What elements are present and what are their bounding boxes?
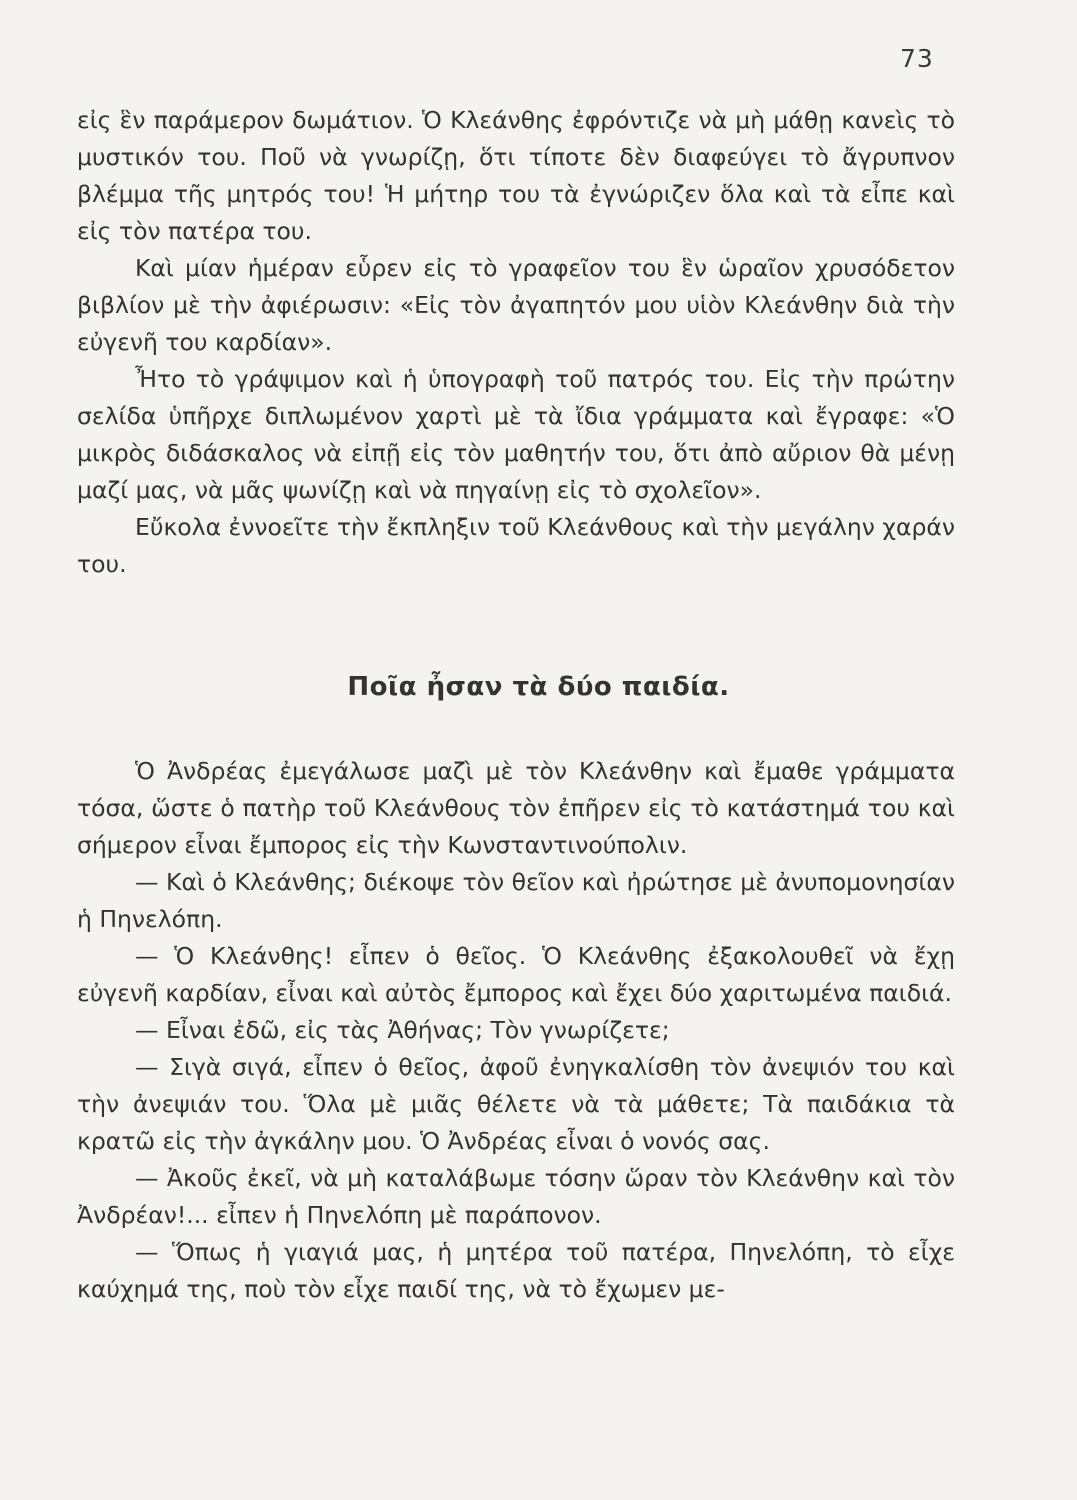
- page-number: 73: [900, 44, 934, 73]
- paragraph: — Ὁ Κλεάνθης! εἶπεν ὁ θεῖος. Ὁ Κλεάνθης ἐξακολουθεῖ νὰ ἔχῃ εὐγενῆ καρδίαν, εἶναι καὶ αὐτὸς ἔμπορος καὶ ἔχει δύο χαριτωμένα παιδιά.: [77, 942, 955, 1007]
- paragraph: — Σιγὰ σιγά, εἶπεν ὁ θεῖος, ἀφοῦ ἐνηγκαλίσθη τὸν ἀνεψιόν του καὶ τὴν ἀνεψιάν του. Ὅλα μὲ μιᾶς θέλετε νὰ τὰ μάθετε; Τὰ παιδάκια τὰ κρατῶ εἰς τὴν ἀγκάλην μου. Ὁ Ἀνδρέας εἶναι ὁ νονός σας.: [77, 1053, 955, 1155]
- paragraph: εἰς ἓν παράμερον δωμάτιον. Ὁ Κλεάνθης ἐφρόντιζε νὰ μὴ μάθῃ κανεὶς τὸ μυστικόν του. Ποῦ νὰ γνωρίζῃ, ὅτι τίποτε δὲν διαφεύγει τὸ ἄγρυπνον βλέμμα τῆς μητρός του! Ἡ μήτηρ του τὰ ἐγνώριζεν ὅλα καὶ τὰ εἶπε καὶ εἰς τὸν πατέρα του.: [77, 106, 955, 245]
- paragraph: Ἦτο τὸ γράψιμον καὶ ἡ ὑπογραφὴ τοῦ πατρός του. Εἰς τὴν πρώτην σελίδα ὑπῆρχε διπλωμένον χαρτὶ μὲ τὰ ἴδια γράμματα καὶ ἔγραφε: «Ὁ μικρὸς διδάσκαλος νὰ εἰπῇ εἰς τὸν μαθητήν του, ὅτι ἀπὸ αὔριον θὰ μένῃ μαζί μας, νὰ μᾶς ψωνίζῃ καὶ νὰ πηγαίνῃ εἰς τὸ σχολεῖον».: [77, 365, 955, 504]
- bottom-text-block: [77, 753, 955, 1308]
- section-heading: Ποῖα ἦσαν τὰ δύο παιδία.: [347, 672, 730, 702]
- paragraph: — Ὅπως ἡ γιαγιά μας, ἡ μητέρα τοῦ πατέρα, Πηνελόπη, τὸ εἶχε καύχημά της, ποὺ τὸν εἶχε παιδί της, νὰ τὸ ἔχωμεν με-: [77, 1238, 955, 1303]
- paragraph: Καὶ μίαν ἡμέραν εὗρεν εἰς τὸ γραφεῖον του ἓν ὡραῖον χρυσόδετον βιβλίον μὲ τὴν ἀφιέρωσιν: «Εἰς τὸν ἀγαπητόν μου υἱὸν Κλεάνθην διὰ τὴν εὐγενῆ του καρδίαν».: [77, 254, 955, 356]
- paragraph: Ὁ Ἀνδρέας ἐμεγάλωσε μαζὶ μὲ τὸν Κλεάνθην καὶ ἔμαθε γράμματα τόσα, ὥστε ὁ πατὴρ τοῦ Κλεάνθους τὸν ἐπῆρεν εἰς τὸ κατάστημά του καὶ σήμερον εἶναι ἔμπορος εἰς τὴν Κωνσταντινούπολιν.: [77, 757, 955, 859]
- paragraph: Εὔκολα ἐννοεῖτε τὴν ἔκπληξιν τοῦ Κλεάνθους καὶ τὴν μεγάλην χαράν του.: [77, 513, 955, 578]
- paragraph: — Εἶναι ἐδῶ, εἰς τὰς Ἀθήνας; Τὸν γνωρίζετε;: [135, 1016, 670, 1044]
- paragraph: — Ἀκοῦς ἐκεῖ, νὰ μὴ καταλάβωμε τόσην ὥραν τὸν Κλεάνθην καὶ τὸν Ἀνδρέαν!... εἶπεν ἡ Πηνελόπη μὲ παράπονον.: [77, 1164, 955, 1229]
- paragraph: — Καὶ ὁ Κλεάνθης; διέκοψε τὸν θεῖον καὶ ἠρώτησε μὲ ἀνυπομονησίαν ἡ Πηνελόπη.: [77, 868, 955, 933]
- top-text-block: [77, 102, 955, 583]
